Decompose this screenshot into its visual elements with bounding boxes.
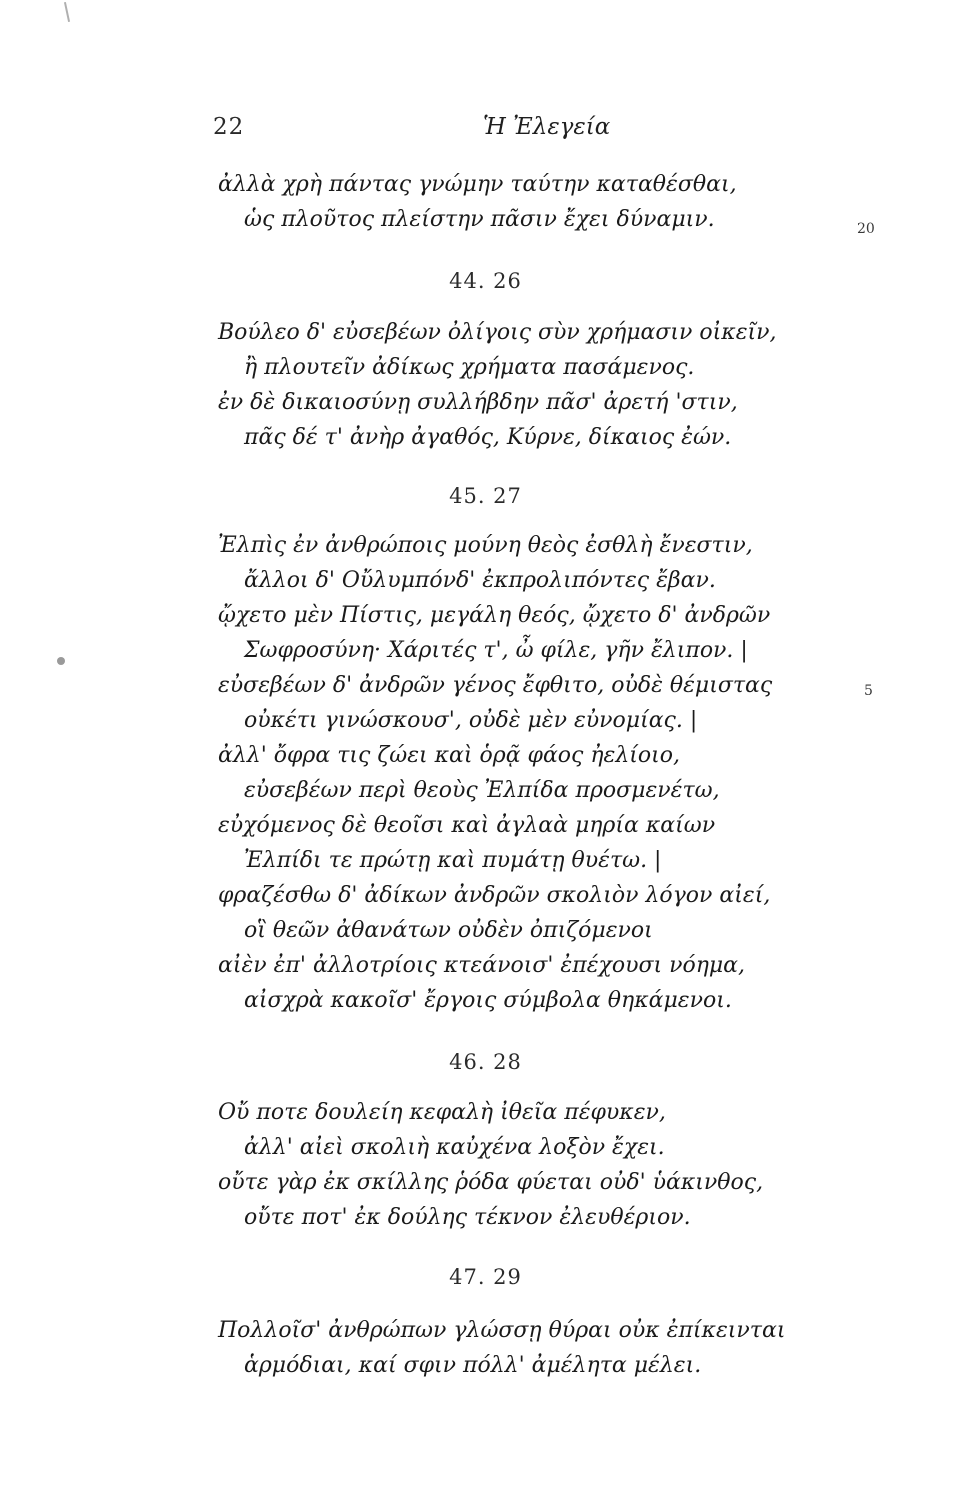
scan-speck (57, 657, 65, 665)
fragment-heading: 45. 27 (449, 484, 522, 508)
verse-line: ἢ πλουτεῖν ἀδίκως χρήματα πασάμενος. (244, 355, 695, 380)
verse-line: φραζέσθω δ' ἀδίκων ἀνδρῶν σκολιὸν λόγον αἰεί, (218, 883, 771, 908)
verse-line: Βούλεο δ' εὐσεβέων ὀλίγοις σὺν χρήμασιν οἰκεῖν, (218, 320, 777, 345)
verse-line: αἰὲν ἐπ' ἀλλοτρίοις κτεάνοισ' ἐπέχουσι νόημα, (218, 953, 746, 978)
verse-line: ἄλλοι δ' Οὔλυμπόνδ' ἐκπρολιπόντες ἔβαν. (244, 568, 716, 593)
verse-line: ᾤχετο μὲν Πίστις, μεγάλη θεός, ᾤχετο δ' ἀνδρῶν (218, 603, 771, 628)
verse-line: ἀλλ' ὄφρα τις ζώει καὶ ὁρᾷ φάος ἠελίοιο, (218, 743, 681, 768)
verse-line: ἀλλὰ χρὴ πάντας γνώμην ταύτην καταθέσθαι, (218, 172, 737, 197)
verse-line: εὐσεβέων περὶ θεοὺς Ἐλπίδα προσμενέτω, (244, 778, 720, 803)
page-number: 22 (213, 114, 245, 140)
verse-line: οὔτε γὰρ ἐκ σκίλλης ῥόδα φύεται οὐδ' ὑάκινθος, (218, 1170, 764, 1195)
verse-line: αἰσχρὰ κακοῖσ' ἔργοις σύμβολα θηκάμενοι. (244, 988, 732, 1013)
verse-line: ὡς πλοῦτος πλείστην πᾶσιν ἔχει δύναμιν. (244, 207, 715, 232)
verse-line: Πολλοῖσ' ἀνθρώπων γλώσσῃ θύραι οὐκ ἐπίκεινται (218, 1318, 786, 1343)
verse-line: οἳ θεῶν ἀθανάτων οὐδὲν ὀπιζόμενοι (244, 918, 653, 943)
verse-line: πᾶς δέ τ' ἀνὴρ ἀγαθός, Κύρνε, δίκαιος ἐών. (244, 425, 732, 450)
verse-line: οὐκέτι γινώσκουσ', οὐδὲ μὲν εὐνομίας. | (244, 708, 698, 733)
verse-line: Οὔ ποτε δουλείη κεφαλὴ ἰθεῖα πέφυκεν, (218, 1100, 666, 1125)
verse-line: ἁρμόδιαι, καί σφιν πόλλ' ἀμέλητα μέλει. (244, 1353, 702, 1378)
verse-line: ἀλλ' αἰεὶ σκολιὴ καὐχένα λοξὸν ἔχει. (244, 1135, 665, 1160)
verse-line: Ἐλπὶς ἐν ἀνθρώποις μούνη θεὸς ἐσθλὴ ἔνεστιν, (218, 533, 753, 558)
verse-line: οὔτε ποτ' ἐκ δούλης τέκνον ἐλευθέριον. (244, 1205, 691, 1230)
verse-line: εὐχόμενος δὲ θεοῖσι καὶ ἀγλαὰ μηρία καίων (218, 813, 716, 838)
fragment-heading: 44. 26 (449, 269, 522, 293)
margin-line-number: 20 (857, 221, 875, 237)
verse-line: ἐν δὲ δικαιοσύνῃ συλλήβδην πᾶσ' ἀρετή 'στιν, (218, 390, 738, 415)
verse-line: Σωφροσύνη· Χάριτές τ', ὦ φίλε, γῆν ἔλιπον. | (244, 638, 748, 663)
verse-line: εὐσεβέων δ' ἀνδρῶν γένος ἔφθιτο, οὐδὲ θέμιστας (218, 673, 773, 698)
fragment-heading: 47. 29 (449, 1265, 522, 1289)
scan-edge-mark (64, 2, 70, 22)
verse-line: Ἐλπίδι τε πρώτῃ καὶ πυμάτῃ θυέτω. | (244, 848, 662, 873)
fragment-heading: 46. 28 (449, 1050, 522, 1074)
running-title: Ἡ Ἐλεγεία (483, 114, 611, 140)
margin-line-number: 5 (864, 683, 873, 699)
